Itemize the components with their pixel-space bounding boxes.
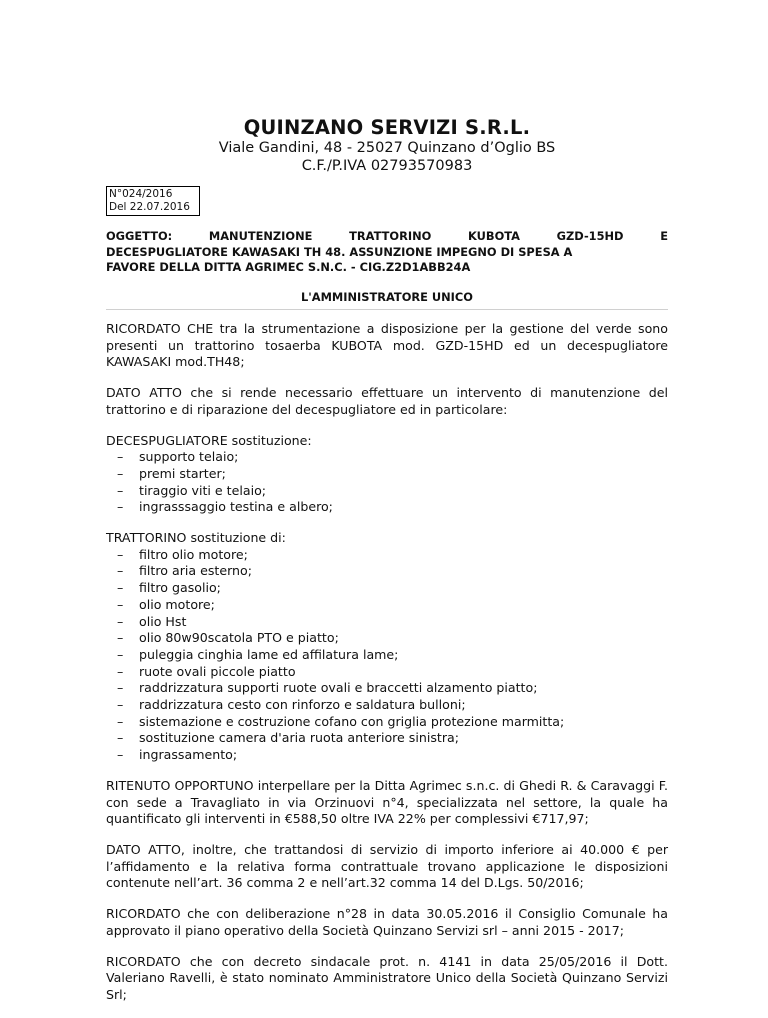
list-item-text: raddrizzatura cesto con rinforzo e saldatura bulloni; (139, 697, 466, 713)
company-tax-id: C.F./P.IVA 02793570983 (301, 158, 473, 174)
paragraph-dato-atto-importo: DATO ATTO, inoltre, che trattandosi di servizio di importo inferiore ai 40.000 € per l’affidamento e la relativa forma contrattuale trovano applicazione le disposizioni contenute nell’art. 36 comma 2 e nell’art.32 comma 14 del D.Lgs. 50/2016; (106, 841, 668, 891)
list-item-text: sostituzione camera d'aria ruota anteriore sinistra; (139, 730, 459, 746)
list-item (106, 547, 668, 564)
list-item (106, 563, 668, 580)
list-item (106, 449, 668, 466)
subject-word: MANUTENZIONE (208, 229, 313, 243)
list-dash: – (117, 580, 124, 596)
subject-word: TRATTORINO (349, 229, 432, 243)
list-dash: – (117, 449, 124, 465)
subject-block (106, 229, 668, 276)
list-item-text: ingrasssaggio testina e albero; (139, 499, 333, 515)
list-item (106, 697, 668, 714)
list-item (106, 664, 668, 681)
list-item-text: supporto telaio; (139, 449, 239, 465)
list-item-text: ruote ovali piccole piatto (139, 663, 296, 679)
list-item (106, 647, 668, 664)
paragraph-ricordato-strumentazione: RICORDATO CHE tra la strumentazione a disposizione per la gestione del verde sono presenti un trattorino tosaerba KUBOTA mod. GZD-15HD ed un decespugliatore KAWASAKI mod.TH48; (106, 321, 668, 370)
admin-heading: L'AMMINISTRATORE UNICO (106, 290, 668, 310)
list-item-text: filtro aria esterno; (139, 563, 252, 579)
list-dash: – (117, 499, 124, 515)
list-item (106, 483, 668, 500)
subject-line-3: FAVORE DELLA DITTA AGRIMEC S.N.C. - CIG.Z2D1ABB24A (106, 260, 471, 274)
body-text (106, 321, 668, 1018)
paragraph-ritenuto-opportuno: RITENUTO OPPORTUNO interpellare per la Ditta Agrimec s.n.c. di Ghedi R. & Caravaggi F. con sede a Travagliato in via Orzinuovi n°4, specializzata nel settore, la quale ha quantificato gli interventi in €588,50 oltre IVA 22% per complessivi €717,97; (106, 777, 668, 827)
protocol-number: N°024/2016 (109, 188, 173, 200)
list-item (106, 614, 668, 631)
list-item-text: raddrizzatura supporti ruote ovali e braccetti alzamento piatto; (139, 680, 538, 696)
list-item-text: tiraggio viti e telaio; (139, 482, 267, 498)
list-item (106, 597, 668, 614)
list-item-text: olio motore; (139, 596, 215, 612)
subject-word: OGGETTO: (106, 229, 173, 243)
trattorino-heading: TRATTORINO sostituzione di: (106, 530, 286, 546)
company-name: QUINZANO SERVIZI S.R.L. (243, 116, 531, 139)
list-item-text: premi starter; (139, 465, 226, 481)
list-dash: – (117, 646, 124, 662)
list-item-text: olio Hst (139, 613, 187, 629)
protocol-date: Del 22.07.2016 (109, 201, 190, 213)
paragraph-ricordato-decreto: RICORDATO che con decreto sindacale prot. n. 4141 in data 25/05/2016 il Dott. Valeriano Ravelli, è stato nominato Amministratore Unico della Società Quinzano Servizi Srl; (106, 953, 668, 1002)
list-item (106, 499, 668, 516)
list-item (106, 580, 668, 597)
list-dash: – (117, 630, 124, 646)
list-dash: – (117, 697, 124, 713)
paragraph-dato-atto-manutenzione: DATO ATTO che si rende necessario effettuare un intervento di manutenzione del trattorino e di riparazione del decespugliatore ed in particolare: (106, 385, 668, 417)
decespugliatore-list (106, 449, 668, 516)
list-dash: – (117, 613, 124, 629)
list-item-text: filtro olio motore; (139, 546, 248, 562)
list-item (106, 747, 668, 764)
list-dash: – (117, 465, 124, 481)
subject-word: GZD-15HD (556, 229, 624, 243)
list-dash: – (117, 713, 124, 729)
subject-line-2: DECESPUGLIATORE KAWASAKI TH 48. ASSUNZIONE IMPEGNO DI SPESA A (106, 244, 573, 259)
protocol-box (106, 186, 200, 216)
list-dash: – (117, 663, 124, 679)
list-item-text: puleggia cinghia lame ed affilatura lame; (139, 646, 399, 662)
subject-word: E (660, 229, 668, 243)
paragraph-ricordato-deliberazione: RICORDATO che con deliberazione n°28 in data 30.05.2016 il Consiglio Comunale ha approvato il piano operativo della Società Quinzano Servizi srl – anni 2015 - 2017; (106, 906, 668, 938)
subject-line-1 (106, 229, 668, 245)
list-item-text: ingrassamento; (139, 747, 238, 763)
list-dash: – (117, 747, 124, 763)
subject-word: KUBOTA (468, 229, 520, 243)
list-item (106, 630, 668, 647)
list-dash: – (117, 680, 124, 696)
list-item-text: sistemazione e costruzione cofano con griglia protezione marmitta; (139, 713, 565, 729)
list-item (106, 714, 668, 731)
list-dash: – (117, 730, 124, 746)
decespugliatore-heading: DECESPUGLIATORE sostituzione: (106, 432, 312, 448)
list-item-text: olio 80w90scatola PTO e piatto; (139, 630, 339, 646)
list-item (106, 466, 668, 483)
list-dash: – (117, 563, 124, 579)
list-item (106, 680, 668, 697)
company-address: Viale Gandini, 48 - 25027 Quinzano d’Oglio BS (218, 140, 556, 156)
list-dash: – (117, 546, 124, 562)
list-item (106, 730, 668, 747)
list-item-text: filtro gasolio; (139, 580, 221, 596)
trattorino-list (106, 547, 668, 764)
list-dash: – (117, 596, 124, 612)
list-dash: – (117, 482, 124, 498)
